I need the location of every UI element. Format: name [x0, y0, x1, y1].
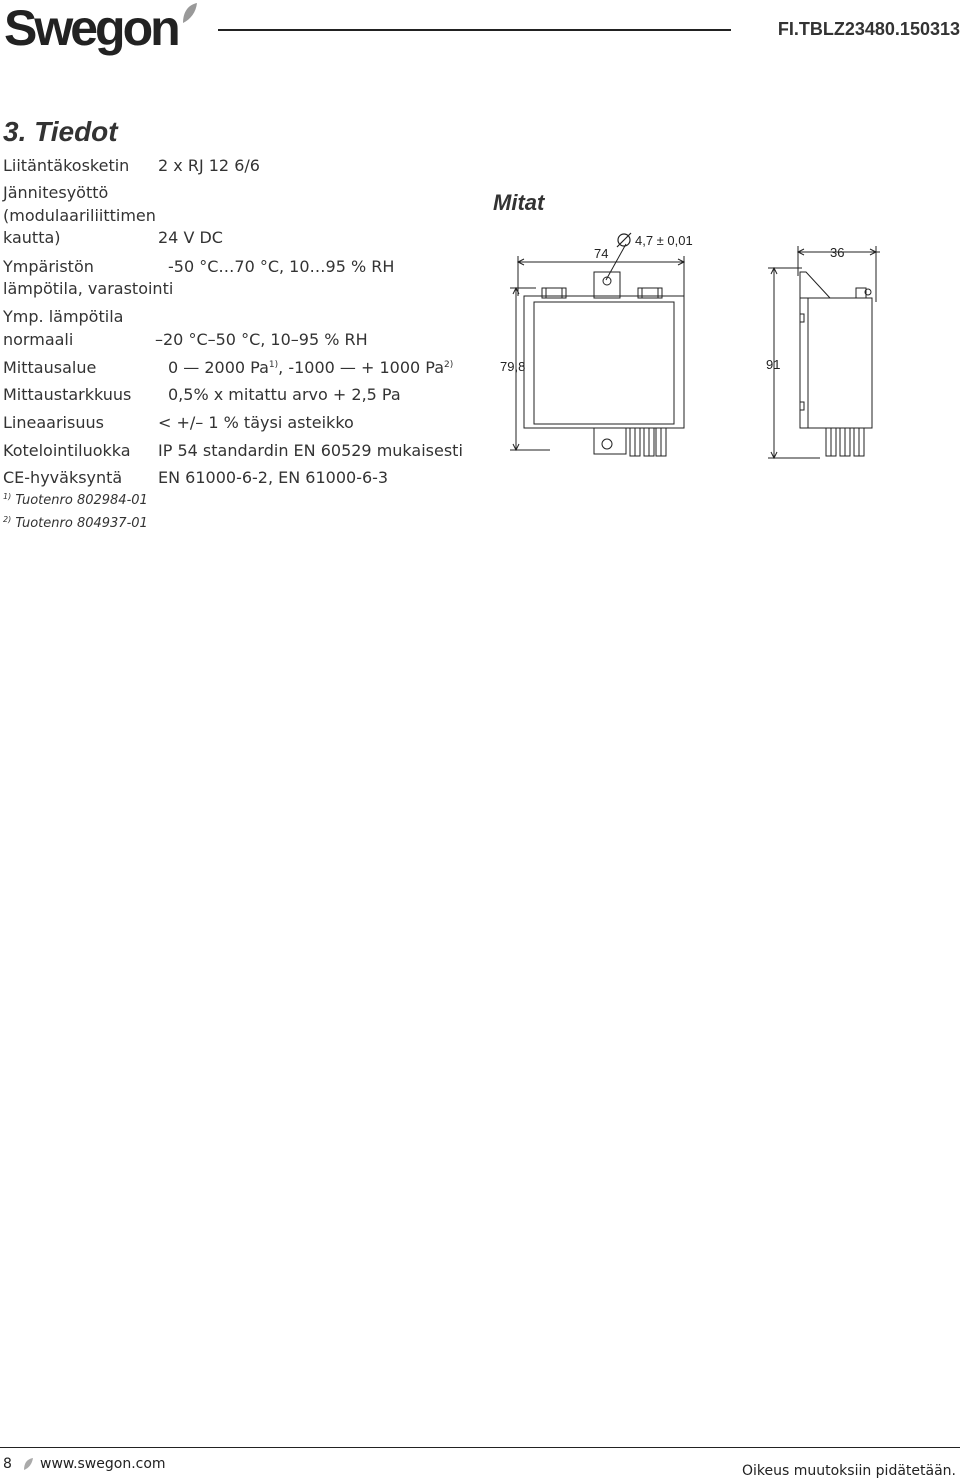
- dimension-total-height: 91: [766, 357, 781, 372]
- connector-label: Liitäntäkosketin: [3, 156, 130, 175]
- footnote-2: [3, 516, 148, 531]
- header-rule: [218, 29, 731, 31]
- linearity-value: < +/– 1 % täysi asteikko: [158, 413, 354, 432]
- dimension-width: 74: [594, 246, 609, 261]
- footnote-mark: 2): [3, 515, 12, 524]
- supply-value: 24 V DC: [158, 228, 223, 247]
- connector-value: 2 x RJ 12 6/6: [158, 156, 260, 175]
- leaf-icon: [22, 1457, 34, 1471]
- enclosure-label: Kotelointiluokka: [3, 441, 131, 460]
- ce-value: EN 61000-6-2, EN 61000-6-3: [158, 468, 389, 487]
- range-footnote-1: 1): [268, 360, 279, 370]
- storage-label-line1: Ympäristön: [3, 257, 94, 276]
- supply-label-line3: kautta): [3, 228, 61, 247]
- range-value: [168, 358, 453, 378]
- dimension-depth: 36: [830, 245, 845, 260]
- footer-disclaimer: Oikeus muutoksiin pidätetään.: [741, 1463, 956, 1479]
- footnote-mark: 1): [3, 492, 12, 501]
- supply-label-line2: (modulaariliittimen: [3, 206, 156, 225]
- accuracy-label: Mittaustarkkuus: [3, 385, 132, 404]
- diameter-icon: [617, 233, 631, 247]
- storage-label-line2: lämpötila, varastointi: [3, 279, 174, 298]
- ambient-label-line2: normaali: [3, 330, 74, 349]
- footnote-text: Tuotenro 802984-01: [15, 493, 148, 508]
- footnote-text: Tuotenro 804937-01: [15, 516, 148, 531]
- enclosure-value: IP 54 standardin EN 60529 mukaisesti: [158, 441, 463, 460]
- dimension-hole: 4,7 ± 0,01: [635, 233, 693, 248]
- website-link[interactable]: www.swegon.com: [40, 1456, 166, 1472]
- range-value-a: 0 — 2000 Pa: [168, 358, 269, 377]
- storage-value: -50 °C…70 °C, 10…95 % RH: [168, 257, 395, 276]
- supply-label-line1: Jännitesyöttö: [3, 183, 109, 202]
- range-value-b: , -1000 — + 1000 Pa: [278, 358, 445, 377]
- footer-rule: [0, 1447, 960, 1448]
- ce-label: CE-hyväksyntä: [3, 468, 123, 487]
- document-id: FI.TBLZ23480.150313: [777, 19, 960, 39]
- linearity-label: Lineaarisuus: [3, 413, 104, 432]
- leaf-icon: [180, 2, 198, 24]
- ambient-value: –20 °C–50 °C, 10–95 % RH: [155, 330, 368, 349]
- dimensions-heading: Mitat: [493, 190, 545, 215]
- range-label: Mittausalue: [3, 358, 97, 377]
- swegon-logo: Swegon: [4, 0, 178, 56]
- footnote-1: [3, 493, 148, 508]
- ambient-label-line1: Ymp. lämpötila: [3, 307, 124, 326]
- section-title: 3. Tiedot: [3, 116, 118, 147]
- dimension-height: 79,8: [500, 359, 526, 374]
- page-number: 8: [3, 1456, 12, 1472]
- accuracy-value: 0,5% x mitattu arvo + 2,5 Pa: [168, 385, 401, 404]
- range-footnote-2: 2): [444, 360, 454, 370]
- dimension-drawing: [490, 222, 890, 472]
